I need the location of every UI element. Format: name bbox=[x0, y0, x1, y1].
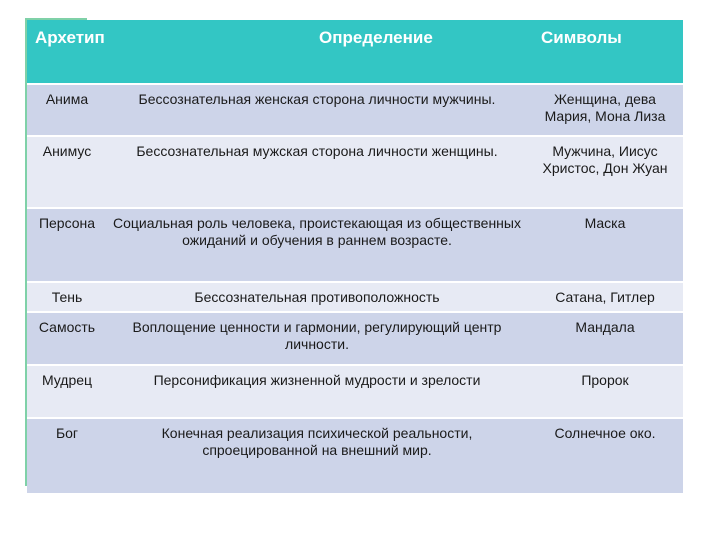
table-row bbox=[27, 365, 683, 418]
cell-symbols: Пророк bbox=[527, 365, 683, 418]
table-row bbox=[27, 208, 683, 282]
cell-archetype: Тень bbox=[27, 282, 107, 312]
cell-archetype: Персона bbox=[27, 208, 107, 282]
table-row bbox=[27, 312, 683, 365]
table-header-row bbox=[27, 20, 683, 84]
cell-symbols: Маска bbox=[527, 208, 683, 282]
table-row bbox=[27, 84, 683, 136]
cell-archetype: Анима bbox=[27, 84, 107, 136]
cell-definition: Социальная роль человека, проистекающая из общественных ожиданий и обучения в раннем возрасте. bbox=[107, 208, 527, 282]
cell-symbols: Мужчина, Иисус Христос, Дон Жуан bbox=[527, 136, 683, 208]
cell-definition: Бессознательная противоположность bbox=[107, 282, 527, 312]
archetypes-table bbox=[27, 20, 683, 495]
cell-definition: Конечная реализация психической реальности, спроецированной на внешний мир. bbox=[107, 418, 527, 494]
cell-symbols: Сатана, Гитлер bbox=[527, 282, 683, 312]
table-row bbox=[27, 418, 683, 494]
cell-definition: Бессознательная женская сторона личности мужчины. bbox=[107, 84, 527, 136]
table-row bbox=[27, 282, 683, 312]
cell-archetype: Бог bbox=[27, 418, 107, 494]
table-row bbox=[27, 136, 683, 208]
header-definition: Определение bbox=[107, 20, 527, 84]
cell-symbols: Солнечное око. bbox=[527, 418, 683, 494]
header-archetype: Архетип bbox=[27, 20, 107, 84]
cell-archetype: Анимус bbox=[27, 136, 107, 208]
cell-archetype: Самость bbox=[27, 312, 107, 365]
cell-definition: Персонификация жизненной мудрости и зрелости bbox=[107, 365, 527, 418]
cell-symbols: Женщина, дева Мария, Мона Лиза bbox=[527, 84, 683, 136]
cell-archetype: Мудрец bbox=[27, 365, 107, 418]
cell-definition: Бессознательная мужская сторона личности женщины. bbox=[107, 136, 527, 208]
cell-symbols: Мандала bbox=[527, 312, 683, 365]
cell-definition: Воплощение ценности и гармонии, регулирующий центр личности. bbox=[107, 312, 527, 365]
header-symbols: Символы bbox=[527, 20, 683, 84]
